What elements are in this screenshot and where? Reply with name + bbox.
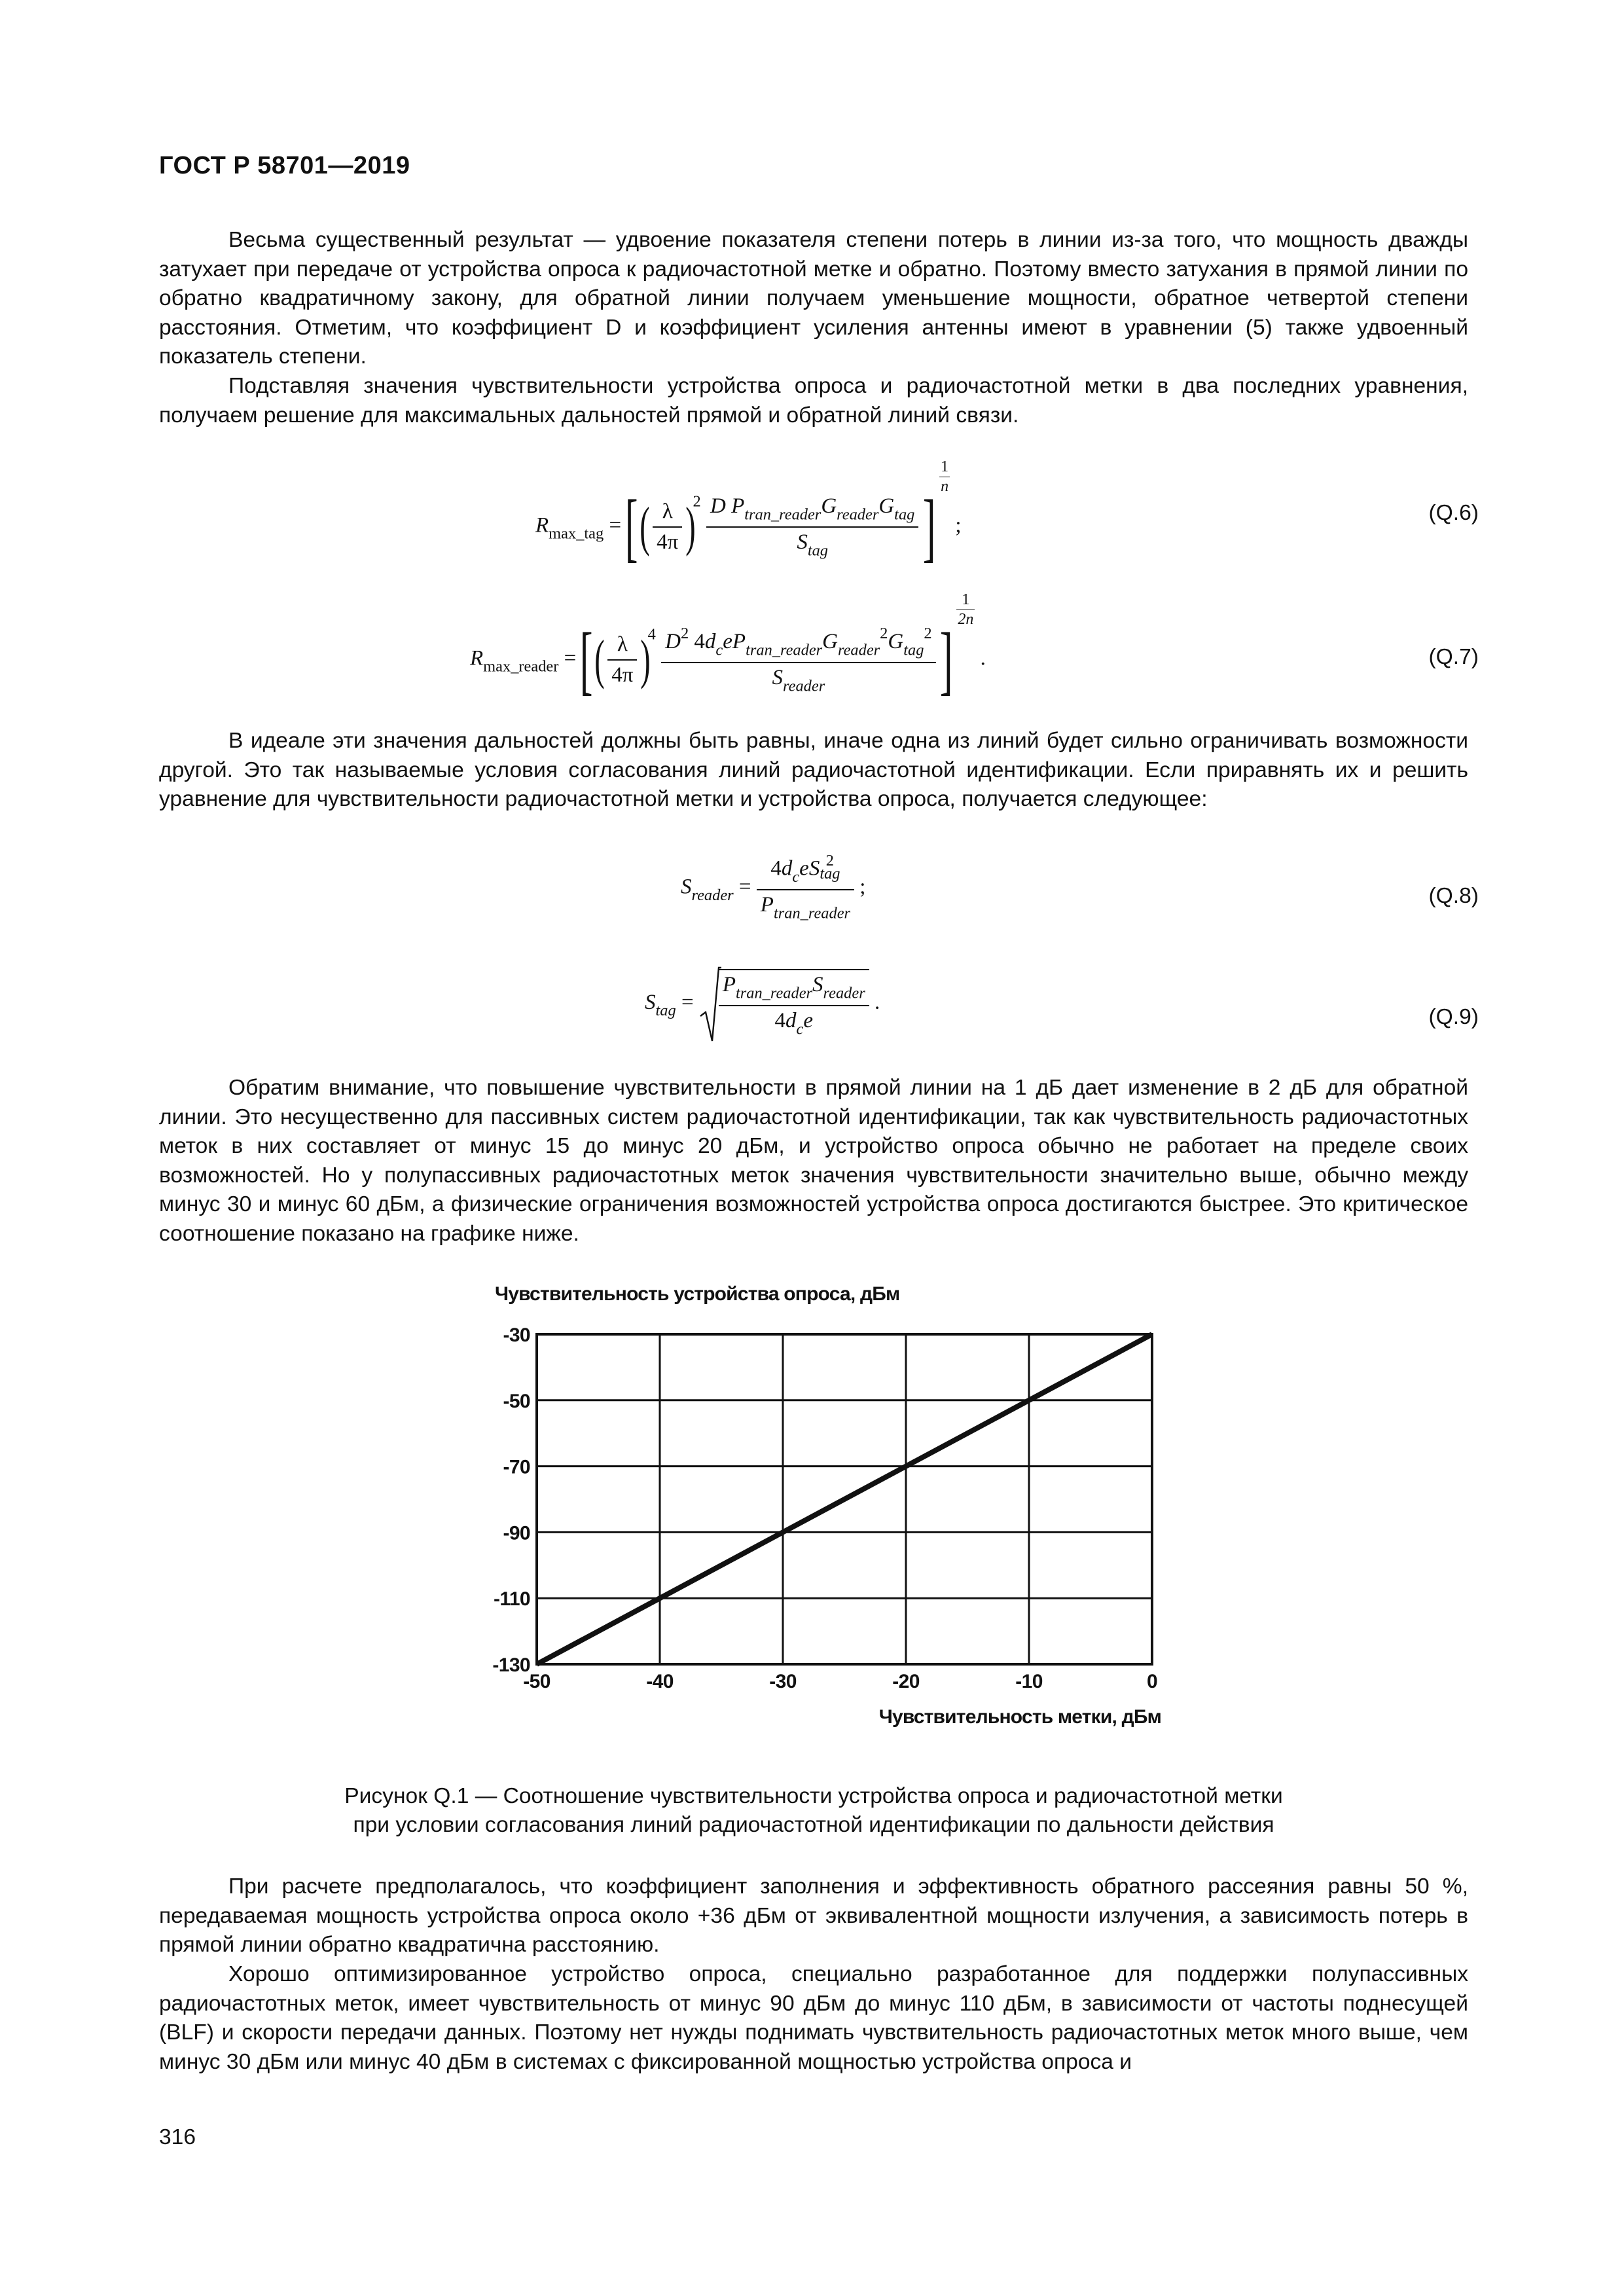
equation-number-q8: (Q.8) xyxy=(1428,884,1479,908)
series-line-reader_vs_tag xyxy=(537,1334,1152,1664)
q6-equals: = xyxy=(609,513,622,538)
q7-root-exp: $\frac{1}{2n}$ xyxy=(958,591,974,628)
chart-series xyxy=(537,1334,1152,1664)
sensitivity-chart xyxy=(458,1277,1178,1728)
q7-bracket-right: ] xyxy=(939,616,953,702)
equation-q9: $S_{tag}$ = $\frac{P_{tran\_reader}S_{reader}}{4d_ce}$ . xyxy=(645,969,880,1039)
q6-main-frac: $\frac{D P_{tran\_reader}G_{reader}G_{tag}}{S_{tag}}$ xyxy=(706,494,918,560)
x-tick-label-3: -20 xyxy=(892,1671,920,1692)
q9-frac: $\frac{P_{tran\_reader}S_{reader}}{4d_ce}$ xyxy=(719,969,869,1039)
q6-paren-right: ) xyxy=(685,496,696,558)
paragraph-doubling-loss: Весьма существенный результат — удвоение показателя степени потерь в линии из-за того, что мощность дважды затухает при передаче от устройства опроса к радиочастотной метке и обратно. Поэтому вместо затухания в прямой линии по обратно квадратичному закону, для обратной линии получаем уменьшение мощности, обратное четвертой степени расстояния. Отметим, что коэффициент D и коэффициент усиления антенны имеют в уравнении (5) также удвоенный показатель степени. xyxy=(159,228,1468,369)
q7-paren-left: ( xyxy=(594,629,605,691)
q7-tail: . xyxy=(980,646,986,670)
q7-lambda-frac: $\frac{\lambda}{4\pi}$ xyxy=(607,632,637,687)
q6-exp: 2 xyxy=(693,492,701,511)
q6-lhs: R xyxy=(535,513,549,538)
paragraph-sensitivity-note: Обратим внимание, что повышение чувствительности в прямой линии на 1 дБ дает изменение в 2 дБ для обратной линии. Это несущественно для пассивных систем радиочастотной идентификации, так как чувствительность радиочастотных меток в них составляет от минус 15 до минус 20 дБм, и устройство опроса обычно не работает на пределе своих возможностей. Но у полупассивных радиочастотных меток значения чувствительности значительно выше, обычно между минус 30 и минус 60 дБм, а физические ограничения возможностей устройства опроса достигаются быстрее. Это критическое соотношение показано на графике ниже. xyxy=(159,1076,1468,1246)
figure-caption-line1: Рисунок Q.1 — Соотношение чувствительности устройства опроса и радиочастотной метки xyxy=(344,1784,1283,1808)
x-tick-label-4: -10 xyxy=(1015,1671,1043,1692)
y-tick-label-1: -50 xyxy=(503,1390,530,1412)
y-tick-label-2: -70 xyxy=(503,1456,530,1478)
q6-paren-left: ( xyxy=(640,496,650,558)
q9-sqrt xyxy=(699,969,869,1039)
paragraph-substituting: Подставляя значения чувствительности устройства опроса и радиочастотной метки в два последних уравнения, получаем решение для максимальных дальностей прямой и обратной линий связи. xyxy=(159,374,1468,428)
sqrt-symbol-icon xyxy=(699,965,721,1044)
q7-exp: 4 xyxy=(647,625,656,644)
chart-y-ticks xyxy=(492,1324,530,1676)
q7-bracket-left: [ xyxy=(580,616,593,702)
x-tick-label-1: -40 xyxy=(646,1671,674,1692)
x-tick-label-0: -50 xyxy=(523,1671,550,1692)
equation-number-q9: (Q.9) xyxy=(1428,1005,1479,1029)
q6-lhs-sub: max_tag xyxy=(549,524,604,543)
q6-bracket-right: ] xyxy=(922,483,936,570)
q6-tail: ; xyxy=(955,513,962,538)
q6-lambda-frac: $\frac{\lambda}{4\pi}$ xyxy=(653,500,682,555)
chart-y-axis-title: Чувствительность устройства опроса, дБм xyxy=(495,1283,900,1305)
figure-caption-line2: при условии согласования линий радиочастотной идентификации по дальности действия xyxy=(353,1813,1274,1837)
equation-number-q6: (Q.6) xyxy=(1428,501,1479,525)
q7-paren-right: ) xyxy=(640,629,651,691)
paragraph-ideal-ranges: В идеале эти значения дальностей должны быть равны, иначе одна из линий будет сильно ограничивать возможности другой. Это так называемые условия согласования линий радиочастотной идентификации. Если приравнять их и решить уравнение для чувствительности радиочастотной метки и устройства опроса, получается следующее: xyxy=(159,729,1468,812)
x-tick-label-5: 0 xyxy=(1146,1671,1158,1692)
equation-q8: $S_{reader}$ = $4d_ceS$ 2 tag $P_{tran\_reader}$ ; xyxy=(681,852,866,922)
q6-root-exp: $\frac{1}{n}$ xyxy=(941,458,949,495)
equation-q7: $R_{max\_reader}$ = [ ( $\frac{\lambda}{4\pi}$ )$^4$ $\frac{D^2 4d_ceP_{tran\_reader}G_{reader}^2G_{tag}^2}{S_{reader}}$ ] $\frac{1}{2n}$ . xyxy=(470,591,986,704)
equation-number-q7: (Q.7) xyxy=(1428,645,1479,669)
page-number: 316 xyxy=(159,2125,196,2149)
q6-bracket-left: [ xyxy=(625,483,638,570)
y-tick-label-3: -90 xyxy=(503,1522,530,1544)
q7-main-frac: $\frac{D^2 4d_ceP_{tran\_reader}G_{reader}^2G_{tag}^2}{S_{reader}}$ xyxy=(661,625,935,696)
document-header-code: ГОСТ Р 58701—2019 xyxy=(159,152,410,179)
paragraph-calculation-assumptions: При расчете предполагалось, что коэффициент заполнения и эффективность обратного рассеяния равны 50 %, передаваемая мощность устройства опроса около +36 дБм от эквивалентной мощности излучения, а зависимость потерь в прямой линии обратно квадратична расстоянию. xyxy=(159,1874,1468,1958)
q8-frac: $4d_ceS$ 2 tag $P_{tran\_reader}$ xyxy=(757,854,854,922)
y-tick-label-0: -30 xyxy=(503,1324,530,1346)
y-tick-label-5: -130 xyxy=(492,1654,530,1676)
chart-x-ticks xyxy=(523,1671,1157,1692)
equation-q6 xyxy=(535,458,962,572)
paragraph-optimized-reader: Хорошо оптимизированное устройство опроса, специально разработанное для поддержки полупассивных радиочастотных меток, имеет чувствительность от минус 90 дБм до минус 110 дБм, в зависимости от частоты поднесущей (BLF) и скорости передачи данных. Поэтому нет нужды поднимать чувствительность радиочастотных меток много выше, чем минус 30 дБм или минус 40 дБм в системах с фиксированной мощностью устройства опроса и xyxy=(159,1962,1468,2074)
y-tick-label-4: -110 xyxy=(494,1588,530,1611)
x-tick-label-2: -30 xyxy=(769,1671,797,1692)
chart-x-axis-title: Чувствительность метки, дБм xyxy=(878,1706,1161,1728)
